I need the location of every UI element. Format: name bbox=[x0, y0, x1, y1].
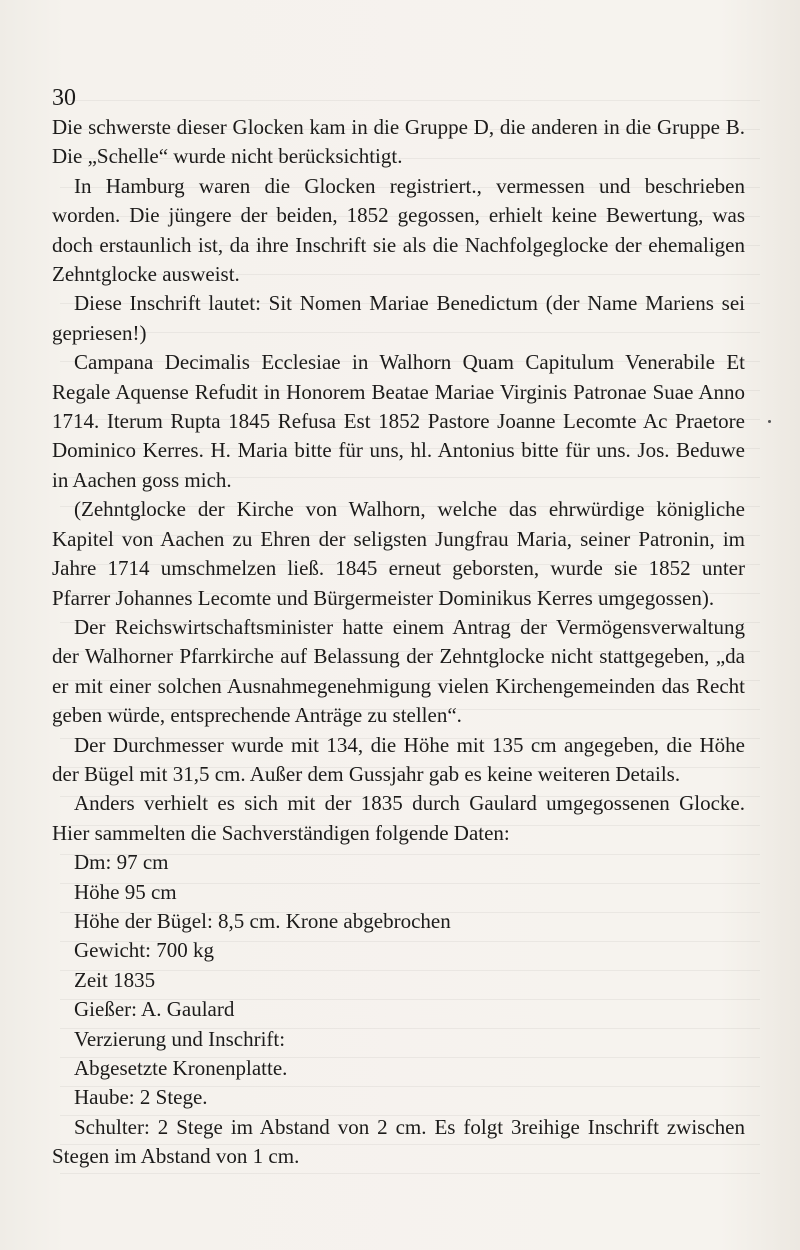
data-line: Verzierung und Inschrift: bbox=[74, 1026, 286, 1051]
paragraph: Anders verhielt es sich mit der 1835 durch Gaulard umgegossenen Glocke. Hier sammelten die Sachverständigen folgende Daten: bbox=[52, 791, 745, 845]
paragraph: In Hamburg waren die Glocken registriert., vermessen und beschrieben worden. Die jüngere der beiden, 1852 gegossen, erhielt keine Bewertung, was doch erstaunlich ist, da ihre Inschrift sie als die Nachfolgeglocke der ehemaligen Zehntglocke ausweist. bbox=[52, 173, 745, 287]
page-number: 30 bbox=[52, 85, 76, 111]
data-line: Dm: 97 cm bbox=[74, 850, 169, 875]
paragraph: (Zehntglocke der Kirche von Walhorn, welche das ehrwürdige königliche Kapitel von Aachen zu Ehren der seligsten Jungfrau Maria, seiner Patronin, im Jahre 1714 umschmelzen ließ. 1845 erneut geborsten, wurde sie 1852 unter Pfarrer Johannes Lecomte und Bürgermeister Dominikus Kerres umgegossen). bbox=[52, 497, 745, 610]
paragraph: Diese Inschrift lautet: Sit Nomen Mariae Benedictum (der Name Mariens sei gepriesen!) bbox=[52, 291, 745, 345]
data-line: Gießer: A. Gaulard bbox=[74, 997, 235, 1022]
body-text bbox=[52, 113, 745, 1172]
paragraph: Der Durchmesser wurde mit 134, die Höhe mit 135 cm angegeben, die Höhe der Bügel mit 31,5 cm. Außer dem Gussjahr gab es keine weiteren Details. bbox=[52, 732, 745, 786]
data-line: Höhe der Bügel: 8,5 cm. Krone abgebrochen bbox=[74, 908, 451, 933]
data-line: Höhe 95 cm bbox=[74, 879, 177, 904]
paragraph: Campana Decimalis Ecclesiae in Walhorn Quam Capitulum Venerabile Et Regale Aquense Refudit in Honorem Beatae Mariae Virginis Patronae Suae Anno 1714. Iterum Rupta 1845 Refusa Est 1852 Pastore Joanne Lecomte Ac Praetore Dominico Kerres. H. Maria bitte für uns, hl. Antonius bitte für uns. Jos. Beduwe in Aachen goss mich. bbox=[52, 350, 745, 492]
data-line: Zeit 1835 bbox=[74, 967, 156, 992]
paper-speck bbox=[768, 420, 771, 423]
data-line: Abgesetzte Kronenplatte. bbox=[74, 1056, 288, 1080]
data-line: Haube: 2 Stege. bbox=[74, 1085, 208, 1110]
final-paragraph: Schulter: 2 Stege im Abstand von 2 cm. Es folgt 3reihige Inschrift zwischen Stegen im Abstand von 1 cm. bbox=[52, 1114, 745, 1169]
paragraph: Die schwerste dieser Glocken kam in die Gruppe D, die anderen in die Gruppe B. Die „Schelle“ wurde nicht berücksichtigt. bbox=[52, 115, 745, 169]
data-line: Gewicht: 700 kg bbox=[74, 938, 214, 963]
paragraph: Der Reichswirtschaftsminister hatte einem Antrag der Vermögensverwaltung der Walhorner Pfarrkirche auf Belassung der Zehntglocke nicht stattgegeben, „da er mit einer solchen Ausnahmegenehmigung vielen Kirchengemeinden das Recht geben würde, entsprechende Anträge zu stellen“. bbox=[52, 614, 745, 728]
